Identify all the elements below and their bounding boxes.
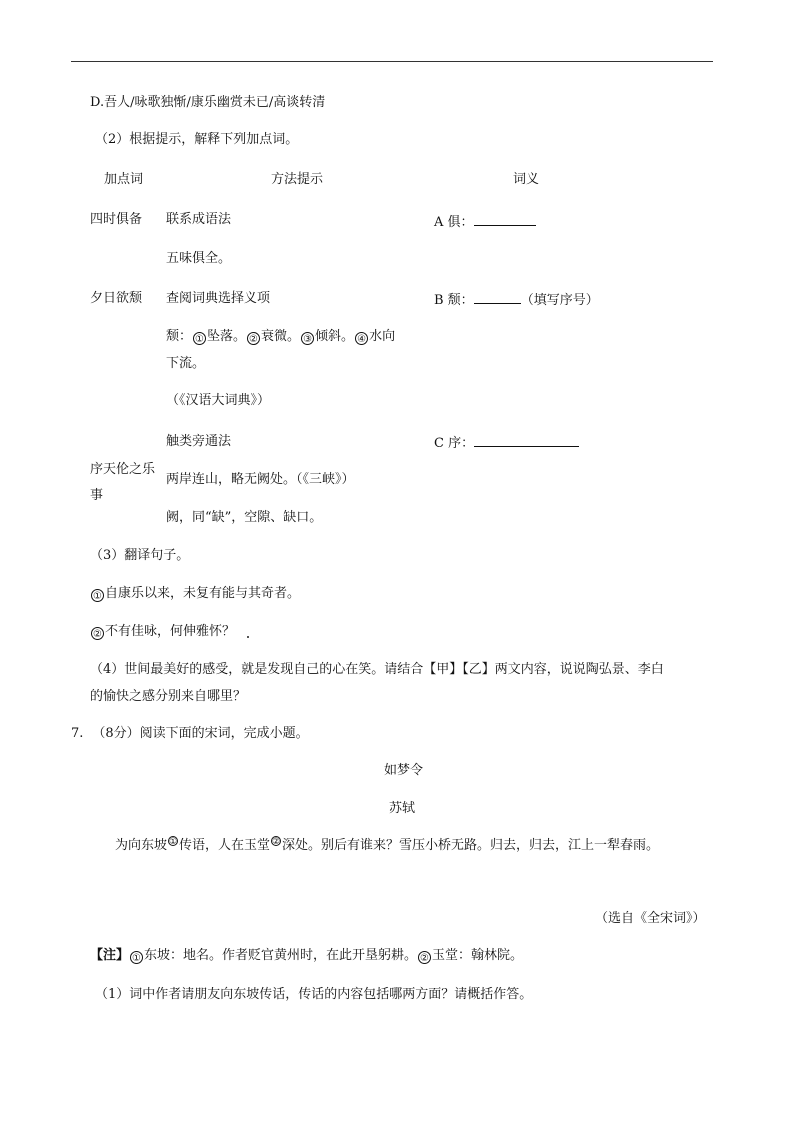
sentence-2-text: 不有佳咏，何伸雅怀？ <box>105 624 236 639</box>
row-a-method: 联系成语法 <box>166 212 232 227</box>
row-b-source: （《汉语大词典》） <box>166 393 271 408</box>
row-c-word-line2: 事 <box>90 488 104 503</box>
row-a-example: 五味俱全。 <box>166 251 232 266</box>
poem-text <box>115 836 659 855</box>
poem-author: 苏轼 <box>389 801 416 816</box>
answer-blank-a[interactable] <box>474 212 536 226</box>
stray-mark <box>247 636 249 638</box>
row-b-definitions <box>166 328 395 346</box>
note-ref-1: ① <box>169 837 178 847</box>
row-b-method: 查阅词典选择义项 <box>166 291 271 306</box>
q7-part1: （1）词中作者请朋友向东坡传话，传话的内容包括哪两方面？请概括作答。 <box>95 987 533 1002</box>
row-a-answer-label: A 俱： <box>434 215 474 230</box>
option-d: D.吾人/咏歌独惭/康乐幽赏未已/高谈转清 <box>90 95 326 110</box>
note-label: 【注】 <box>90 948 130 963</box>
marker-2: ② <box>247 332 260 345</box>
part2-prompt: （2）根据提示，解释下列加点词。 <box>95 132 299 147</box>
header-word: 加点词 <box>104 172 144 187</box>
row-b-answer-note: （填写序号） <box>520 293 599 308</box>
row-c-method: 触类旁通法 <box>166 434 232 449</box>
poem-part-3: 深处。别后有谁来？雪压小桥无路。归去，归去，江上一犁春雨。 <box>282 838 660 853</box>
def-3: 倾斜。 <box>315 329 355 344</box>
header-rule <box>71 61 713 62</box>
row-b-answer-label: B 颓： <box>434 293 474 308</box>
header-method: 方法提示 <box>271 172 324 187</box>
part3-prompt: （3）翻译句子。 <box>90 548 190 563</box>
row-b-answer <box>434 290 599 310</box>
q7-number: 7. <box>71 726 84 741</box>
row-a-word: 四时俱备 <box>90 212 143 227</box>
row-b-word: 夕日欲颓 <box>90 291 143 306</box>
poem-part-1: 为向东坡 <box>115 838 168 853</box>
part3-sentence-1 <box>90 585 300 603</box>
part4-line1: （4）世间最美好的感受，就是发现自己的心在笑。请结合【甲】【乙】两文内容，说说陶弘景、李白 <box>90 662 664 677</box>
marker-1: ① <box>193 332 206 345</box>
note-marker-1: ① <box>130 951 143 964</box>
q7-intro: （8分）阅读下面的宋词，完成小题。 <box>92 726 309 741</box>
note-marker-2: ② <box>418 951 431 964</box>
row-c-answer-label: C 序： <box>434 436 475 451</box>
part4-line2: 的愉快之感分别来自哪里？ <box>90 689 247 704</box>
row-a-answer <box>434 212 536 232</box>
sentence-1-text: 自康乐以来，未复有能与其奇者。 <box>105 586 301 601</box>
q7-header <box>71 725 309 743</box>
def-4: 水向 <box>369 329 396 344</box>
answer-blank-c[interactable] <box>474 433 579 447</box>
header-meaning: 词义 <box>513 172 540 187</box>
poem-source: （选自《全宋词》） <box>595 911 706 926</box>
note-2: 玉堂：翰林院。 <box>432 948 524 963</box>
marker-3: ③ <box>301 332 314 345</box>
marker-s1: ① <box>91 589 104 602</box>
def-2: 衰微。 <box>261 329 301 344</box>
def-prefix: 颓： <box>166 329 193 344</box>
def-1: 坠落。 <box>207 329 247 344</box>
row-c-answer <box>434 433 579 453</box>
row-c-note: 阙，同“缺”，空隙、缺口。 <box>166 510 323 525</box>
poem-notes <box>90 947 523 965</box>
poem-part-2: 传语，人在玉堂 <box>179 838 271 853</box>
row-b-definition-cont: 下流。 <box>166 356 206 371</box>
marker-4: ④ <box>355 332 368 345</box>
part3-sentence-2 <box>90 623 235 641</box>
note-ref-2: ② <box>272 837 281 847</box>
answer-blank-b[interactable] <box>474 290 521 304</box>
note-1: 东坡：地名。作者贬官黄州时，在此开垦躬耕。 <box>144 948 418 963</box>
poem-title: 如梦令 <box>384 763 424 778</box>
row-c-word-line1: 序天伦之乐 <box>90 462 156 477</box>
marker-s2: ② <box>91 627 104 640</box>
row-c-example: 两岸连山，略无阙处。（《三峡》） <box>166 472 355 487</box>
